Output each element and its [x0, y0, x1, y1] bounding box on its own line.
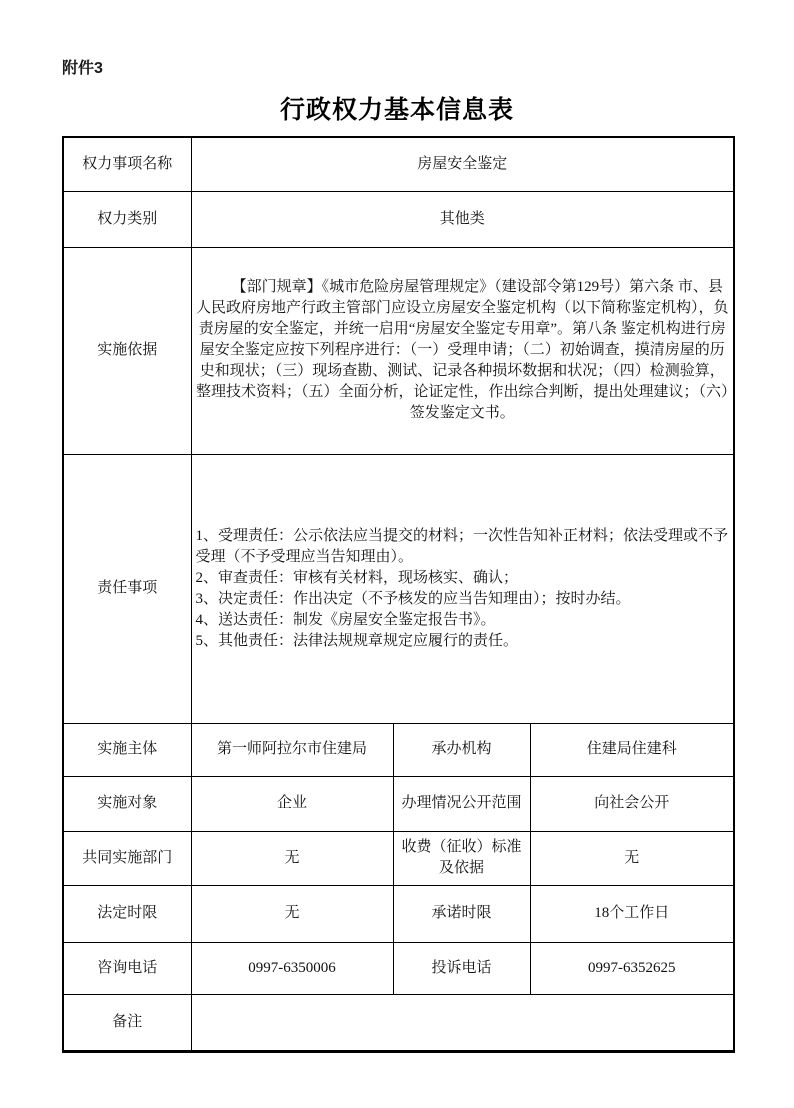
page-title: 行政权力基本信息表 — [279, 97, 514, 124]
responsibility-items-value — [191, 454, 734, 723]
table-row — [63, 247, 734, 454]
implementation-target-label: 实施对象 — [63, 776, 191, 831]
responsibility-item-1: 1、受理责任：公示依法应当提交的材料；一次性告知补正材料；依法受理或不予受理（不予受理应当告知理由）。 — [195, 527, 729, 565]
power-category-label: 权力类别 — [63, 191, 191, 247]
undertaking-org-value: 住建局住建科 — [530, 723, 734, 776]
attachment-label: 附件3 — [62, 60, 103, 77]
implementation-basis-text: 【部门规章】《城市危险房屋管理规定》（建设部令第129号）第六条 市、县人民政府房地产行政主管部门应设立房屋安全鉴定机构（以下简称鉴定机构），负责房屋的安全鉴定，并统一启用“房屋安全鉴定专用章”。第八条 鉴定机构进行房屋安全鉴定应按下列程序进行：（一）受理申请；（二）初始调查，摸清房屋的历史和现状；（三）现场查勘、测试、记录各种损坏数据和状况；（四）检测验算，整理技术资料；（五）全面分析，论证定性，作出综合判断，提出处理建议；（六）签发鉴定文书。 — [195, 279, 729, 421]
joint-departments-label: 共同实施部门 — [63, 831, 191, 885]
power-category-value: 其他类 — [191, 191, 734, 247]
table-row — [63, 723, 734, 776]
responsibility-items-label: 责任事项 — [63, 454, 191, 723]
undertaking-org-label: 承办机构 — [393, 723, 530, 776]
table-row — [63, 454, 734, 723]
legal-time-limit-label: 法定时限 — [63, 885, 191, 942]
responsibility-item-2: 2、审查责任：审核有关材料，现场核实、确认； — [195, 569, 519, 586]
legal-time-limit-value: 无 — [191, 885, 393, 942]
consult-phone-label: 咨询电话 — [63, 942, 191, 994]
remarks-value — [191, 994, 734, 1051]
joint-departments-value: 无 — [191, 831, 393, 885]
table-row — [63, 137, 734, 191]
fee-standard-label: 收费（征收）标准及依据 — [393, 831, 530, 885]
fee-standard-value: 无 — [530, 831, 734, 885]
complaint-phone-value: 0997-6352625 — [530, 942, 734, 994]
implementer-value: 第一师阿拉尔市住建局 — [191, 723, 393, 776]
table-row — [63, 776, 734, 831]
remarks-label: 备注 — [63, 994, 191, 1051]
admin-power-info-table — [62, 136, 735, 1053]
table-row — [63, 831, 734, 885]
responsibility-item-3: 3、决定责任：作出决定（不予核发的应当告知理由）；按时办结。 — [195, 590, 631, 607]
implementer-label: 实施主体 — [63, 723, 191, 776]
power-name-label: 权力事项名称 — [63, 137, 191, 191]
table-row — [63, 191, 734, 247]
promised-time-limit-label: 承诺时限 — [393, 885, 530, 942]
promised-time-limit-value: 18个工作日 — [530, 885, 734, 942]
table-row — [63, 885, 734, 942]
table-row — [63, 994, 734, 1051]
responsibility-item-4: 4、送达责任：制发《房屋安全鉴定报告书》。 — [195, 611, 496, 628]
disclosure-scope-value: 向社会公开 — [530, 776, 734, 831]
power-name-value: 房屋安全鉴定 — [191, 137, 734, 191]
table-row — [63, 942, 734, 994]
complaint-phone-label: 投诉电话 — [393, 942, 530, 994]
responsibility-item-5: 5、其他责任：法律法规规章规定应履行的责任。 — [195, 632, 519, 649]
implementation-basis-label: 实施依据 — [63, 247, 191, 454]
disclosure-scope-label: 办理情况公开范围 — [393, 776, 530, 831]
implementation-target-value: 企业 — [191, 776, 393, 831]
consult-phone-value: 0997-6350006 — [191, 942, 393, 994]
implementation-basis-value — [191, 247, 734, 454]
